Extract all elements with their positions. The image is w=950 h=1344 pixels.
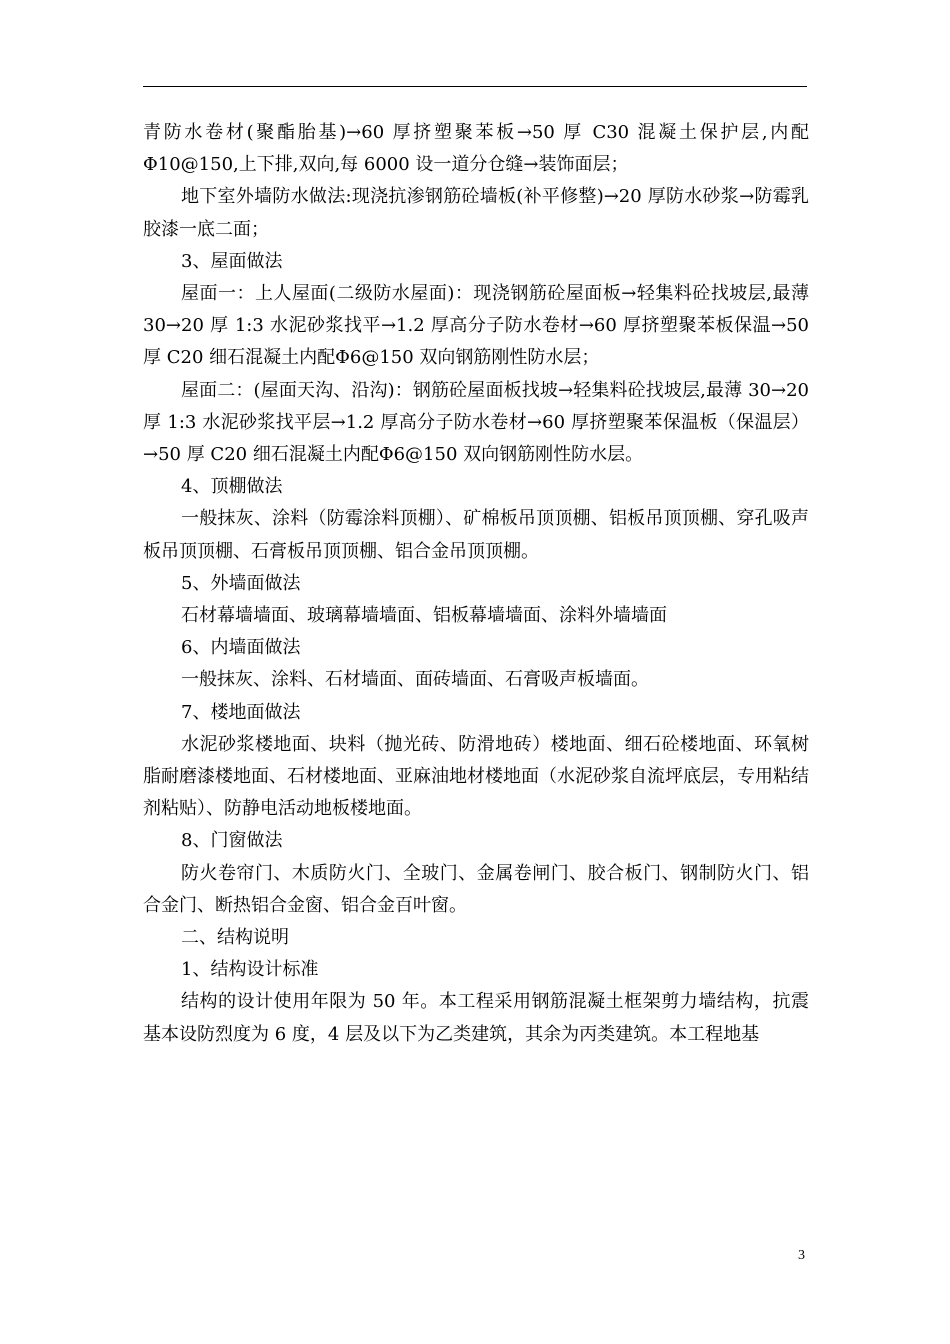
paragraph-ceiling: 一般抹灰、涂料（防霉涂料顶棚）、矿棉板吊顶顶棚、铝板吊顶顶棚、穿孔吸声板吊顶顶棚、石膏板吊顶顶棚、铝合金吊顶顶棚。 xyxy=(143,508,809,562)
paragraph-continuation: 青防水卷材(聚酯胎基)→60 厚挤塑聚苯板→50 厚 C30 混凝土保护层,内配Φ10@150,上下排,双向,每 6000 设一道分仓缝→装饰面层； xyxy=(143,122,809,176)
header-rule xyxy=(143,86,807,87)
paragraph-structure-standard: 结构的设计使用年限为 50 年。本工程采用钢筋混凝土框架剪力墙结构，抗震基本设防烈度为 6 度，4 层及以下为乙类建筑，其余为丙类建筑。本工程地基 xyxy=(143,991,809,1045)
section-heading-roof: 3、屋面做法 xyxy=(181,250,283,272)
page-number: 3 xyxy=(798,1248,805,1263)
paragraph-basement-wall: 地下室外墙防水做法:现浇抗渗钢筋砼墙板(补平修整)→20 厚防水砂浆→防霉乳胶漆一底二面； xyxy=(143,186,809,240)
document-body xyxy=(143,117,809,1051)
section-heading-structure: 二、结构说明 xyxy=(181,927,289,949)
paragraph-interior-wall: 一般抹灰、涂料、石材墙面、面砖墙面、石膏吸声板墙面。 xyxy=(181,669,649,691)
section-heading-floor: 7、楼地面做法 xyxy=(181,701,301,723)
section-heading-exterior-wall: 5、外墙面做法 xyxy=(181,572,301,594)
paragraph-exterior-wall: 石材幕墙墙面、玻璃幕墙墙面、铝板幕墙墙面、涂料外墙墙面 xyxy=(181,605,667,627)
section-heading-structure-standard: 1、结构设计标准 xyxy=(181,959,319,981)
section-heading-ceiling: 4、顶棚做法 xyxy=(181,476,283,498)
section-heading-doors-windows: 8、门窗做法 xyxy=(181,830,283,852)
paragraph-doors-windows: 防火卷帘门、木质防火门、全玻门、金属卷闸门、胶合板门、钢制防火门、铝合金门、断热铝合金窗、铝合金百叶窗。 xyxy=(143,862,809,916)
paragraph-roof-two: 屋面二：(屋面天沟、沿沟)：钢筋砼屋面板找坡→轻集料砼找坡层,最薄 30→20 厚 1:3 水泥砂浆找平层→1.2 厚高分子防水卷材→60 厚挤塑聚苯保温板（保温层）→50 厚 C20 细石混凝土内配Φ6@150 双向钢筋刚性防水层。 xyxy=(143,379,809,466)
section-heading-interior-wall: 6、内墙面做法 xyxy=(181,637,301,659)
paragraph-roof-one: 屋面一：上人屋面(二级防水屋面)：现浇钢筋砼屋面板→轻集料砼找坡层,最薄 30→20 厚 1:3 水泥砂浆找平→1.2 厚高分子防水卷材→60 厚挤塑聚苯板保温→50 厚 C20 细石混凝土内配Φ6@150 双向钢筋刚性防水层； xyxy=(143,283,809,369)
paragraph-floor: 水泥砂浆楼地面、块料（抛光砖、防滑地砖）楼地面、细石砼楼地面、环氧树脂耐磨漆楼地面、石材楼地面、亚麻油地材楼地面（水泥砂浆自流坪底层，专用粘结剂粘贴）、防静电活动地板楼地面。 xyxy=(143,733,809,820)
